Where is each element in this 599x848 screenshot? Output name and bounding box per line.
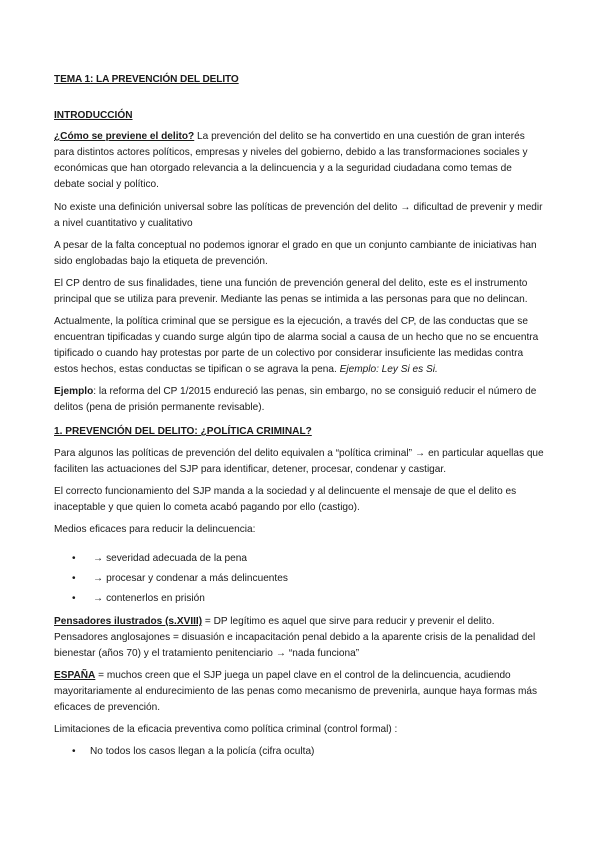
paragraph-10-lead: Pensadores ilustrados (s.XVIII)	[54, 616, 203, 627]
paragraph-7-text: Para algunos las políticas de prevención del delito equivalen a “política criminal”	[54, 448, 412, 459]
paragraph-2-rest: dificultad de prevenir y medir a nivel cuantitativo y cualitativo	[54, 202, 543, 229]
paragraph-5-text: Actualmente, la política criminal que se persigue es la ejecución, a través del CP, de las conductas que se encuentran tipificadas y cuando surge algún tipo de alarma social a causa de un hecho que no se encuentra tipificado o cuando hay protestas por parte de un colectivo por considerar insuficiente las medidas contra estos hechos, estas conductas se tipifican o se agrava la pena.	[54, 316, 539, 375]
paragraph-10-rest: “nada funciona”	[288, 648, 360, 659]
paragraph-7-rest: en particular aquellas que faciliten las actuaciones del SJP para identificar, detener, procesar, condenar y castigar.	[54, 448, 544, 475]
document-title: TEMA 1: LA PREVENCIÓN DEL DELITO	[54, 74, 239, 85]
right-arrow-icon: →	[93, 553, 104, 564]
paragraph-7	[54, 446, 544, 478]
list-item	[72, 571, 542, 587]
intro-heading: INTRODUCCIÓN	[54, 110, 133, 121]
right-arrow-icon: →	[400, 202, 411, 213]
paragraph-6-text: : la reforma del CP 1/2015 endureció las penas, sin embargo, no se consiguió reducir el número de delitos (pena de prisión permanente revisable).	[54, 386, 537, 413]
paragraph-6	[54, 384, 544, 416]
bullet-icon: •	[72, 553, 76, 564]
paragraph-11-text: = muchos creen que el SJP juega un papel clave en el control de la delincuencia, acudiendo mayoritariamente al endurecimiento de las penas como mecanismo de prevenirla, aunque haya formas más eficaces de prevención.	[54, 670, 538, 713]
paragraph-11-lead: ESPAÑA	[54, 670, 96, 681]
list-item	[72, 591, 542, 607]
paragraph-3: A pesar de la falta conceptual no podemos ignorar el grado en que un conjunto cambiante de iniciativas han sido englobadas bajo la etiqueta de prevención.	[54, 240, 537, 267]
paragraph-1	[54, 129, 544, 193]
paragraph-1-lead: ¿Cómo se previene el delito?	[54, 131, 195, 142]
paragraph-2	[54, 200, 544, 232]
paragraph-6-lead: Ejemplo	[54, 386, 94, 397]
right-arrow-icon: →	[93, 573, 104, 584]
list-item-text: procesar y condenar a más delincuentes	[106, 573, 288, 584]
list-item	[72, 551, 542, 567]
list-item-text: contenerlos en prisión	[106, 593, 205, 604]
paragraph-10-text: = DP legítimo es aquel que sirve para reducir y prevenir el delito. Pensadores anglosajones = disuasión e incapacitación penal debido a la aparente crisis de la penalidad del bienestar (años 70) y el tratamiento penitenciario	[54, 616, 536, 659]
paragraph-5-example: Ejemplo: Ley Si es Si.	[339, 364, 438, 375]
paragraph-11	[54, 668, 544, 716]
paragraph-9: Medios eficaces para reducir la delincuencia:	[54, 524, 256, 535]
paragraph-10	[54, 614, 544, 662]
paragraph-1-text: La prevención del delito se ha convertido en una cuestión de gran interés para distintos actores políticos, empresas y niveles del gobierno, debido a las transformaciones sociales y económicas que han otorgado relevancia a la delincuencia y a la seguridad ciudadana como temas de debate social y político.	[54, 131, 528, 190]
bullet-icon: •	[72, 746, 76, 757]
list-item	[72, 744, 542, 760]
right-arrow-icon: →	[275, 648, 286, 659]
paragraph-4: El CP dentro de sus finalidades, tiene una función de prevención general del delito, este es el instrumento principal que se utiliza para prevenir. Mediante las penas se intimida a las personas para que no delincan.	[54, 278, 528, 305]
right-arrow-icon: →	[414, 448, 426, 459]
list-item-text: severidad adecuada de la pena	[106, 553, 247, 564]
paragraph-2-text: No existe una definición universal sobre las políticas de prevención del delito	[54, 202, 398, 213]
paragraph-12: Limitaciones de la eficacia preventiva como política criminal (control formal) :	[54, 724, 398, 735]
bullet-icon: •	[72, 593, 76, 604]
list-item-text: No todos los casos llegan a la policía (cifra oculta)	[90, 746, 315, 757]
paragraph-8: El correcto funcionamiento del SJP manda a la sociedad y al delincuente el mensaje de que el delito es inaceptable y que quien lo cometa acabó pagando por ello (castigo).	[54, 486, 517, 513]
right-arrow-icon: →	[93, 593, 104, 604]
bullet-icon: •	[72, 573, 76, 584]
section-1-heading: 1. PREVENCIÓN DEL DELITO: ¿POLÍTICA CRIMINAL?	[54, 426, 312, 437]
paragraph-5	[54, 314, 544, 378]
